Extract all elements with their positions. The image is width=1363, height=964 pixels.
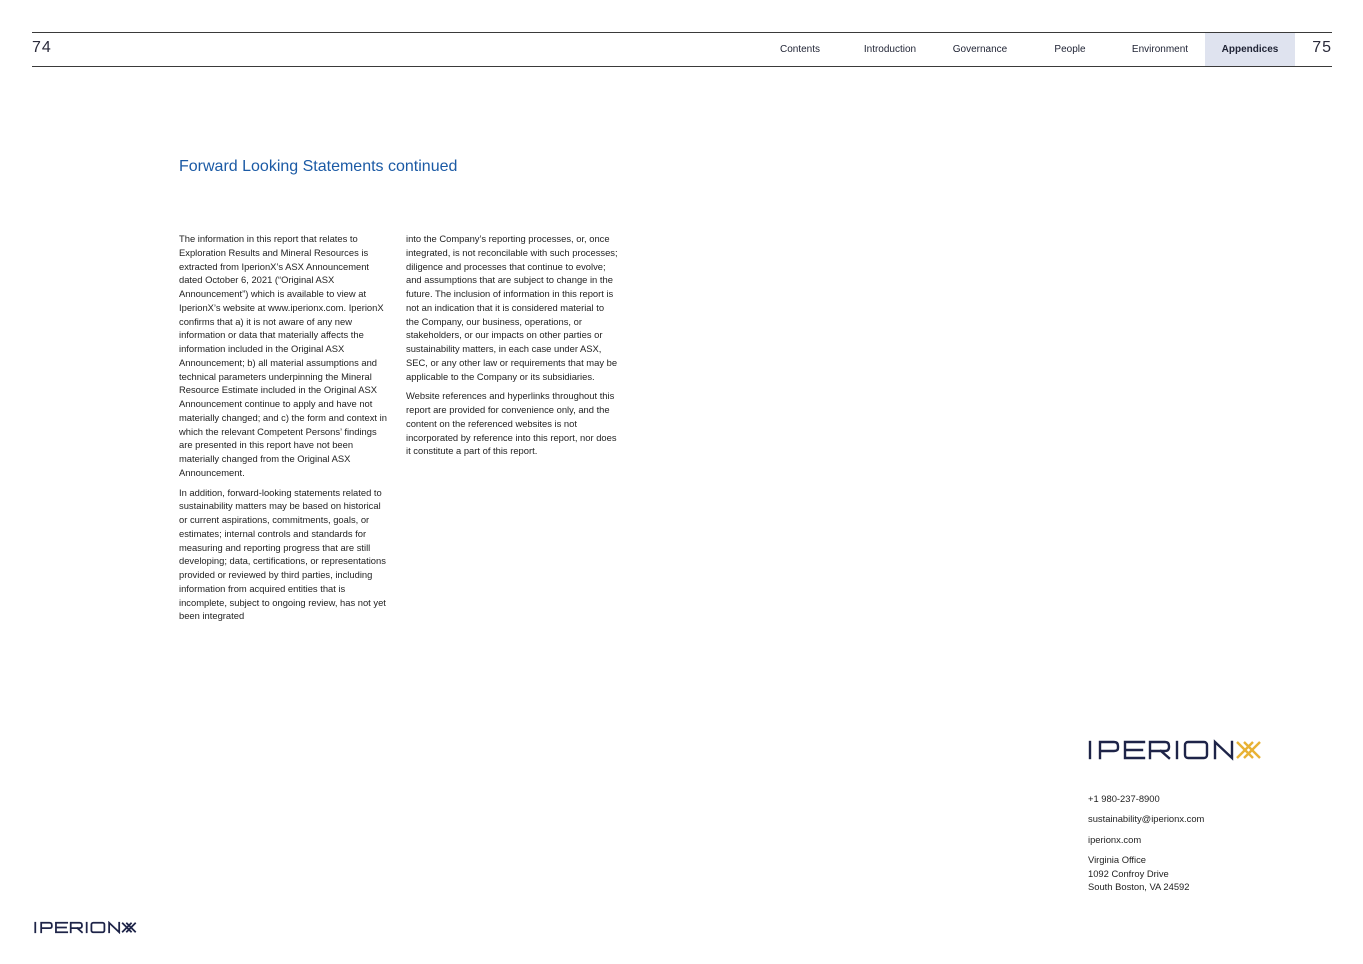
contact-block [1088, 792, 1204, 894]
nav-environment[interactable]: Environment [1131, 44, 1189, 55]
iperionx-logo [1087, 739, 1263, 761]
office-street: 1092 Confroy Drive [1088, 867, 1169, 879]
paragraph: into the Company’s reporting processes, or, once integrated, is not reconcilable with such processes; diligence and processes that continue to evolve; and assumptions that are subject to change in the future. The inclusion of information in this report is not an indication that it is considered material to the Company, our business, operations, or stakeholders, or our impacts on other parties or sustainability matters, in each case under ASX, SEC, or any other law or requirements that may be applicable to the Company or its subsidiaries. [406, 233, 618, 382]
paragraph: Website references and hyperlinks throughout this report are provided for convenience only, and the content on the referenced websites is not incorporated by reference into this report, nor does it constitute a part of this report. [406, 390, 617, 457]
text-column-1 [179, 232, 391, 629]
iperionx-footer-logo [32, 921, 139, 934]
page-header [32, 32, 1332, 67]
paragraph: The information in this report that relates to Exploration Results and Mineral Resources is extracted from IperionX’s ASX Announcement dated October 6, 2021 (“Original ASX Announcement”) which is available to view at IperionX’s website at www.iperionx.com. IperionX confirms that a) it is not aware of any new information or data that materially affects the information included in the Original ASX Announcement; b) all material assumptions and technical parameters underpinning the Mineral Resource Estimate included in the Original ASX Announcement continue to apply and have not materially changed; and c) the form and context in which the relevant Competent Persons’ findings are presented in this report have not been materially changed from the Original ASX Announcement. [179, 233, 387, 478]
nav-people[interactable]: People [1054, 44, 1086, 55]
contact-email[interactable]: sustainability@iperionx.com [1088, 813, 1205, 825]
office-name: Virginia Office [1088, 853, 1147, 865]
contact-phone[interactable]: +1 980-237-8900 [1088, 793, 1160, 804]
nav-introduction[interactable]: Introduction [863, 44, 917, 55]
page-number-right: 75 [1312, 39, 1332, 56]
contact-website[interactable]: iperionx.com [1088, 833, 1142, 845]
text-column-2 [406, 232, 618, 464]
nav-contents[interactable]: Contents [779, 44, 821, 55]
nav-appendices[interactable]: Appendices [1205, 33, 1295, 66]
top-navigation [755, 33, 1295, 66]
page-number-left: 74 [32, 39, 52, 56]
page-title: Forward Looking Statements continued [179, 158, 458, 175]
nav-governance[interactable]: Governance [952, 44, 1008, 55]
paragraph: In addition, forward-looking statements related to sustainability matters may be based on historical or current aspirations, commitments, goals, or estimates; internal controls and standards for measuring and reporting progress that are still developing; data, certifications, or representations provided or reviewed by third parties, including information from acquired entities that is incomplete, subject to ongoing review, has not yet been integrated [179, 486, 386, 622]
office-city: South Boston, VA 24592 [1088, 881, 1190, 893]
office-address [1088, 853, 1204, 894]
